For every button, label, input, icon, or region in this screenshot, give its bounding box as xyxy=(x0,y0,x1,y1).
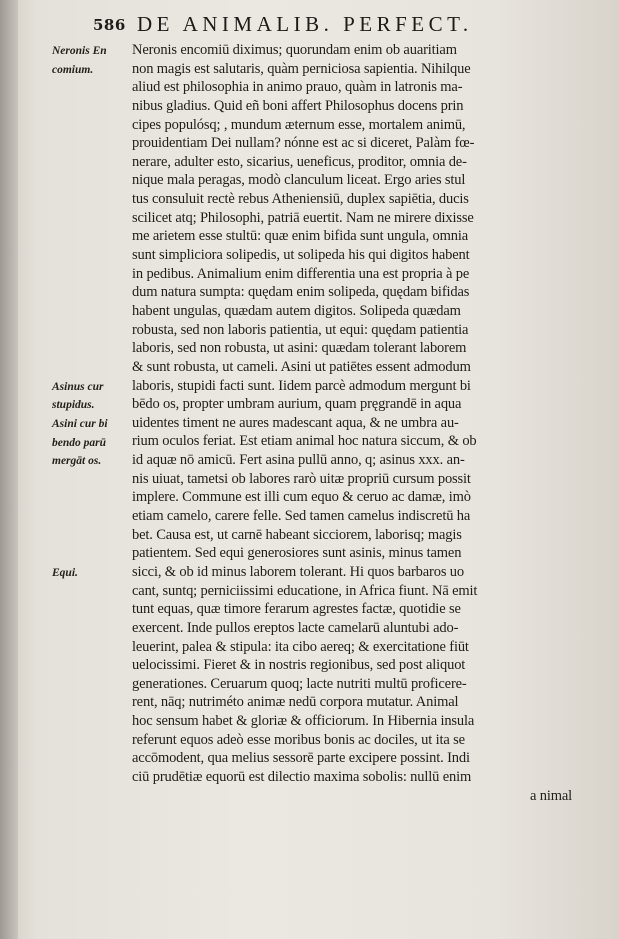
text-line: referunt equos adeò esse moribus bonis ac dociles, ut ita se xyxy=(132,731,465,748)
text-line: bet. Causa est, ut carnē habeant sicciorem, laborisq; magis xyxy=(132,526,462,543)
margin-note: bendo parū xyxy=(52,436,106,449)
margin-note: Neronis En xyxy=(52,45,107,57)
margin-note: comium. xyxy=(52,63,94,76)
text-line: generationes. Ceruarum quoq; lacte nutriti multū proficere- xyxy=(132,675,467,692)
text-line: uidentes timent ne aures madescant aqua, & ne umbra au- xyxy=(132,414,459,431)
text-line: tus consuluit rectè rebus Atheniensiū, duplex sapiētia, ducis xyxy=(132,191,469,208)
text-line: leuerint, palea & stipula: ita cibo aereq; & exercitatione fiūt xyxy=(132,638,469,655)
margin-note: Asini cur bi xyxy=(52,418,108,430)
text-line: in pedibus. Animalium enim differentia una est propria à pe xyxy=(132,265,470,282)
text-line: sunt simpliciora solipedis, ut solipeda his qui digitos habent xyxy=(132,247,470,264)
catchword: a nimal xyxy=(529,787,572,804)
margin-note: mergāt os. xyxy=(52,455,102,468)
text-line: robusta, sed non laboris patientia, ut equi: quędam patientia xyxy=(132,321,469,338)
page-gutter xyxy=(0,0,18,939)
text-line: accōmodent, qua melius sessorē parte excipere possint. Indi xyxy=(132,750,470,767)
running-head: DE ANIMALIB. PERFECT. xyxy=(137,12,473,36)
margin-note: Asinus cur xyxy=(52,380,104,393)
text-line: implere. Commune est illi cum equo & ceruo ac damæ, imò xyxy=(132,489,471,506)
text-line: nique mala peragas, modò clanculum liceat. Ergo aries stul xyxy=(132,172,466,189)
text-line: exercent. Inde pullos ereptos lacte camelarū aluntubi ado- xyxy=(132,619,459,636)
page-number: 586 xyxy=(93,16,126,34)
text-line: dum natura sumpta: quędam enim solipeda, quędam bifidas xyxy=(132,284,470,301)
text-line: patientem. Sed equi generosiores sunt asinis, minus tamen xyxy=(132,545,462,562)
text-line: non magis est salutaris, quàm perniciosa sapientia. Nihilque xyxy=(132,60,471,77)
text-line: scilicet atq; Philosophi, patriā euertit. Nam ne mirere dixisse xyxy=(132,209,474,226)
text-line: me arietem esse stultū: quæ enim bifida sunt ungula, omnia xyxy=(132,228,469,245)
text-line: Neronis encomiū diximus; quorundam enim ob auaritiam xyxy=(132,42,457,58)
text-line: cant, suntq; perniciissimi educatione, in Africa fiunt. Nā emit xyxy=(132,582,478,599)
margin-note: stupidus. xyxy=(52,399,95,412)
text-line: prouidentiam Dei nullam? nónne est ac si diceret, Palàm fœ- xyxy=(132,135,475,152)
text-line: sicci, & ob id minus laborem tolerant. Hi quos barbaros uo xyxy=(132,563,464,580)
text-line: ciū prudētiæ equorū est dilectio maxima sobolis: nullū enim xyxy=(132,768,472,785)
text-line: id aquæ nō amicū. Fert asina pullū anno, q; asinus xxx. an- xyxy=(132,452,465,469)
text-line: uelocissimi. Fieret & in nostris regionibus, sed post aliquot xyxy=(132,657,466,674)
text-line: nerare, adulter esto, sicarius, ueneficus, proditor, omnia de- xyxy=(132,153,467,170)
page-header xyxy=(93,12,533,42)
text-line: rent, nāq; nutriméto animæ nedū corpora mutatur. Animal xyxy=(132,694,459,711)
text-line: & sunt robusta, ut cameli. Asini ut patiētes essent admodum xyxy=(132,358,471,375)
text-line: cipes populósq; , mundum æternum esse, mortalem animū, xyxy=(132,116,466,133)
body-text xyxy=(132,41,572,805)
text-line: etiam camelo, carere felle. Sed tamen camelus indiscretū ha xyxy=(132,508,471,525)
text-line: habent ungulas, quædam autem digitos. Solipeda quædam xyxy=(132,302,461,319)
text-line: rium oculos feriat. Est etiam animal hoc natura siccum, & ob xyxy=(132,433,477,450)
text-line: nis uiuat, tametsi ob labores rarò uitæ propriū cursum possit xyxy=(132,470,471,487)
text-line: laboris, stupidi facti sunt. Iidem parcè admodum mergunt bi xyxy=(132,377,471,394)
text-line: bēdo os, propter umbram aurium, quam pręgrandē in aqua xyxy=(132,396,462,413)
margin-note: Equi. xyxy=(52,567,78,580)
text-line: tunt equas, quæ timore ferarum agrestes factæ, quotidie se xyxy=(132,601,461,618)
text-line: hoc sensum habet & gloriæ & officiorum. In Hibernia insula xyxy=(132,713,475,730)
text-line: aliud est philosophia in animo prauo, quàm in latronis ma- xyxy=(132,79,463,96)
text-line: laboris, sed non robusta, ut asini: quædam tolerant laborem xyxy=(132,340,467,357)
text-line: nibus gladius. Quid eñ boni affert Philosophus docens prin xyxy=(132,97,464,114)
